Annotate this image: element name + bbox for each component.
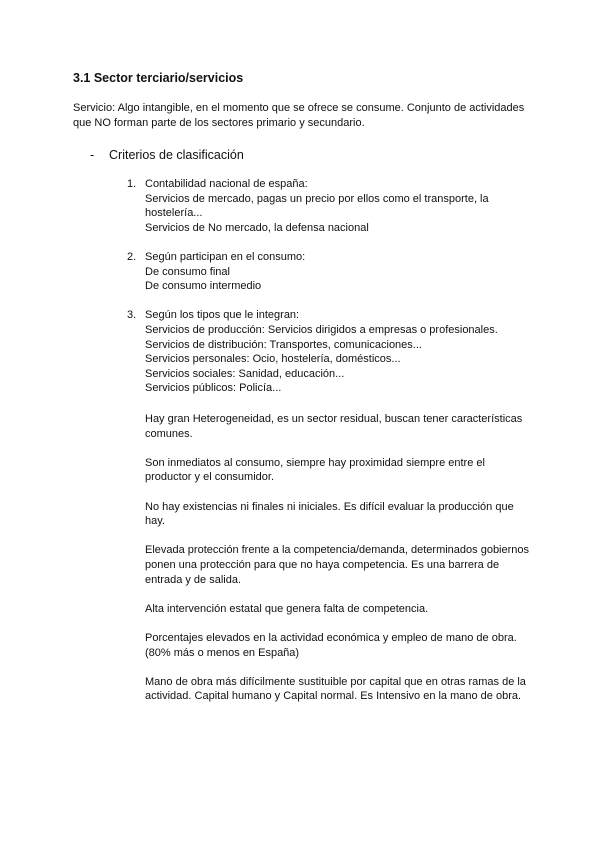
list-item: [127, 250, 537, 294]
item-line: Servicios públicos: Policía...: [145, 382, 282, 395]
paragraph: Mano de obra más difícilmente sustituible por capital que en otras ramas de la actividad. Capital humano y Capital normal. Es Intensivo en la mano de obra.: [145, 675, 526, 703]
item-line: Servicios personales: Ocio, hostelería, domésticos...: [145, 353, 401, 366]
item-line: Servicios sociales: Sanidad, educación...: [145, 367, 345, 380]
section-heading: 3.1 Sector terciario/servicios: [73, 71, 244, 85]
item-line: Servicios de producción: Servicios dirigidos a empresas o profesionales.: [145, 323, 498, 336]
item-body: [145, 308, 520, 396]
bullet-text: Criterios de clasificación: [109, 148, 244, 162]
item-number: 3.: [127, 309, 137, 322]
item-line: De consumo final: [145, 265, 230, 278]
paragraph: Porcentajes elevados en la actividad económica y empleo de mano de obra. (80% más o menos en España): [145, 631, 517, 659]
classification-criteria-bullet: [90, 147, 244, 163]
item-line: Servicios de mercado, pagas un precio por ellos como el transporte, la hostelería...: [145, 192, 489, 220]
bullet-marker: -: [90, 148, 95, 162]
paragraph: Elevada protección frente a la competencia/demanda, determinados gobiernos ponen una protección para que no haya competencia. Es una barrera de entrada y de salida.: [145, 544, 530, 586]
numbered-list: [127, 177, 537, 411]
item-body: [145, 250, 520, 294]
intro-paragraph: Servicio: Algo intangible, en el momento que se ofrece se consume. Conjunto de actividades que NO forman parte de los sectores primario y secundario.: [73, 102, 525, 129]
item-line: De consumo intermedio: [145, 280, 262, 293]
paragraph: Son inmediatos al consumo, siempre hay proximidad siempre entre el productor y el consumidor.: [145, 456, 485, 484]
item-line: Servicios de No mercado, la defensa nacional: [145, 221, 369, 234]
paragraph: Alta intervención estatal que genera falta de competencia.: [145, 602, 429, 615]
paragraph: Hay gran Heterogeneidad, es un sector residual, buscan tener características comunes.: [145, 413, 523, 440]
item-line: Según los tipos que le integran:: [145, 309, 300, 322]
item-body: [145, 177, 520, 235]
item-line: Contabilidad nacional de españa:: [145, 178, 308, 190]
list-item: [127, 177, 537, 235]
item-line: Servicios de distribución: Transportes, comunicaciones...: [145, 338, 422, 351]
list-item: [127, 308, 537, 396]
characteristics-paragraphs: [145, 412, 530, 718]
item-number: 1.: [127, 178, 137, 190]
paragraph: No hay existencias ni finales ni iniciales. Es difícil evaluar la producción que hay.: [145, 500, 514, 528]
item-line: Según participan en el consumo:: [145, 250, 306, 263]
item-number: 2.: [127, 250, 137, 263]
